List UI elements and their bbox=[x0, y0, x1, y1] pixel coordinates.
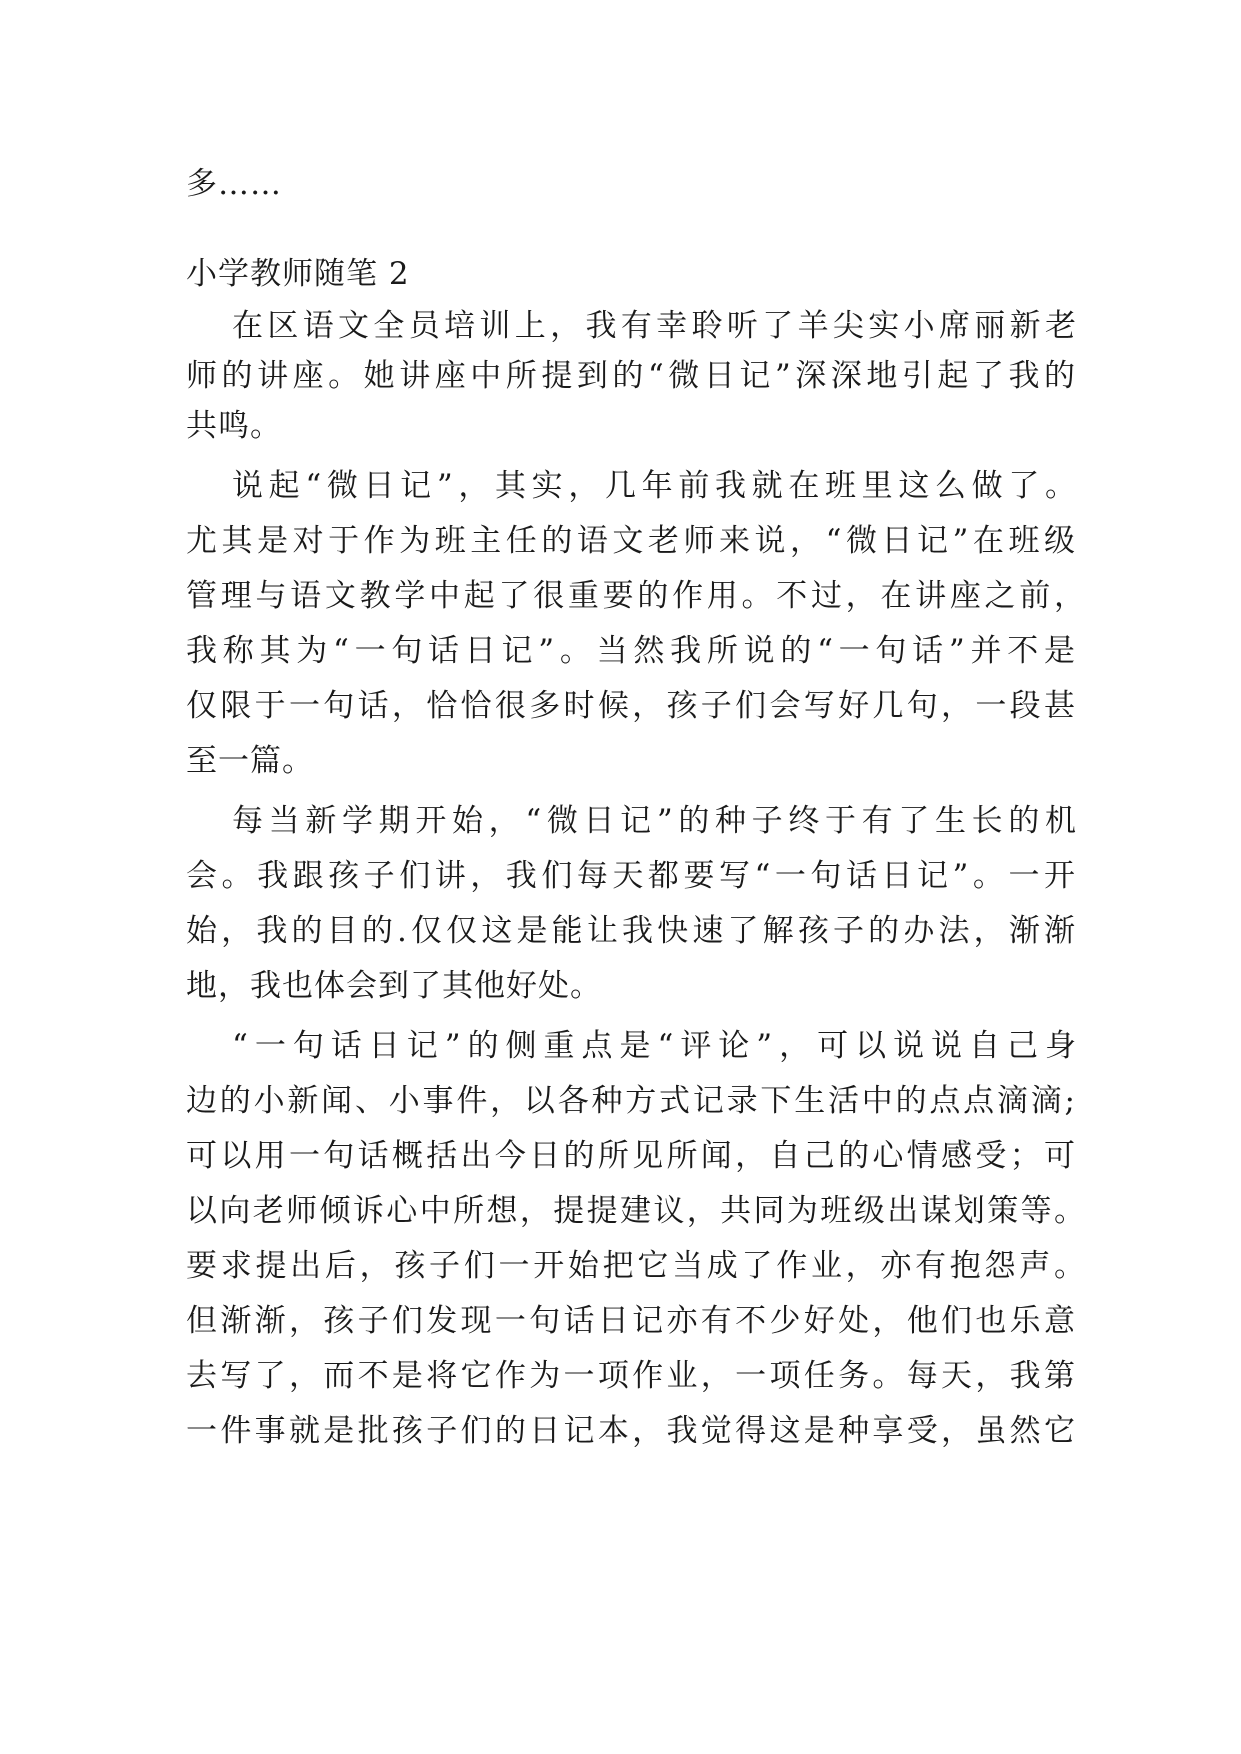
paragraph-line: 仅限于一句话，恰恰很多时候，孩子们会写好几句，一段甚 bbox=[186, 688, 1076, 724]
essay-title: 小学教师随笔 2 bbox=[186, 256, 410, 292]
text-line-continuation: 多…… bbox=[186, 166, 282, 202]
paragraph-line: 共鸣。 bbox=[186, 408, 282, 444]
paragraph-line: 要求提出后，孩子们一开始把它当成了作业，亦有抱怨声。 bbox=[186, 1248, 1086, 1284]
paragraph-line: 每当新学期开始，“微日记”的种子终于有了生长的机 bbox=[232, 803, 1077, 839]
paragraph-line: “一句话日记”的侧重点是“评论”，可以说说自己身 bbox=[232, 1028, 1077, 1064]
paragraph-line: 说起“微日记”，其实，几年前我就在班里这么做了。 bbox=[232, 468, 1077, 504]
paragraph-line: 我称其为“一句话日记”。当然我所说的“一句话”并不是 bbox=[186, 633, 1076, 669]
paragraph-line: 尤其是对于作为班主任的语文老师来说，“微日记”在班级 bbox=[186, 523, 1076, 559]
paragraph-line: 去写了，而不是将它作为一项作业，一项任务。每天，我第 bbox=[186, 1358, 1076, 1394]
paragraph-line: 在区语文全员培训上，我有幸聆听了羊尖实小席丽新老 bbox=[232, 308, 1077, 344]
paragraph-line: 始，我的目的.仅仅这是能让我快速了解孩子的办法，渐渐 bbox=[186, 913, 1076, 949]
paragraph-line: 师的讲座。她讲座中所提到的“微日记”深深地引起了我的 bbox=[186, 358, 1076, 394]
paragraph-line: 至一篇。 bbox=[186, 743, 314, 779]
paragraph-line: 会。我跟孩子们讲，我们每天都要写“一句话日记”。一开 bbox=[186, 858, 1076, 894]
paragraph-line: 一件事就是批孩子们的日记本，我觉得这是种享受，虽然它 bbox=[186, 1413, 1076, 1449]
paragraph-line: 以向老师倾诉心中所想，提提建议，共同为班级出谋划策等。 bbox=[186, 1193, 1086, 1229]
paragraph-line: 但渐渐，孩子们发现一句话日记亦有不少好处，他们也乐意 bbox=[186, 1303, 1076, 1339]
paragraph-line: 边的小新闻、小事件，以各种方式记录下生活中的点点滴滴; bbox=[186, 1083, 1076, 1119]
paragraph-line: 管理与语文教学中起了很重要的作用。不过，在讲座之前， bbox=[186, 578, 1086, 614]
paragraph-line: 地，我也体会到了其他好处。 bbox=[186, 968, 602, 1004]
paragraph-line: 可以用一句话概括出今日的所见所闻，自己的心情感受；可 bbox=[186, 1138, 1076, 1174]
